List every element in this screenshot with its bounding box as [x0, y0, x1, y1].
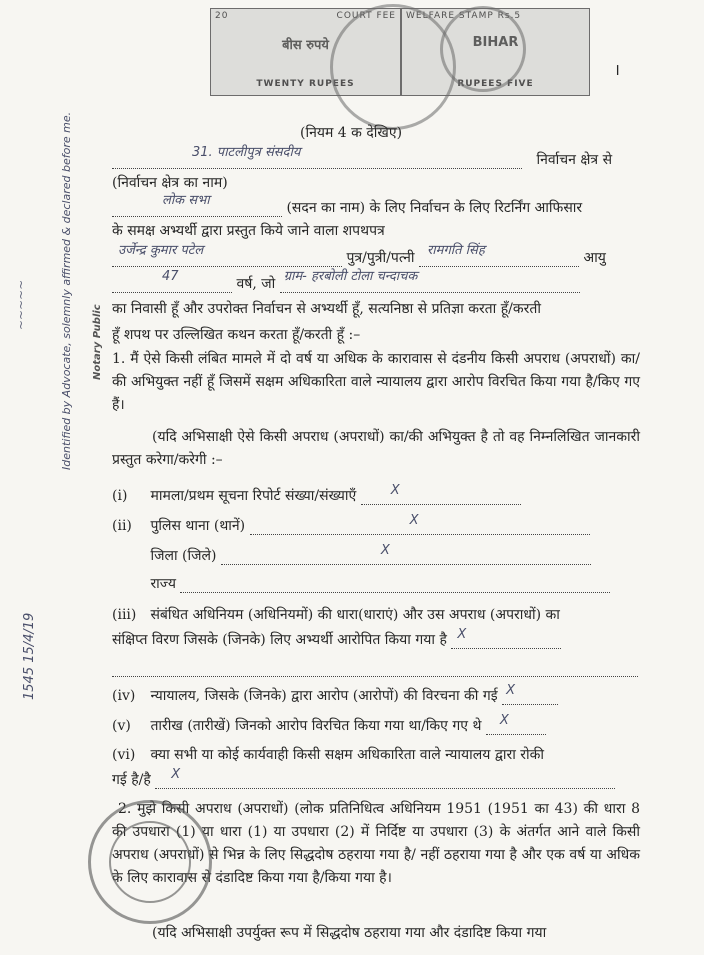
item-field [451, 627, 561, 649]
constituency-handwriting: 31. पाटलीपुत्र संसदीय [192, 145, 301, 160]
rule-reference: (नियम 4 क देखिए) [300, 125, 403, 141]
notary-seal [88, 800, 212, 924]
name-field [112, 243, 342, 267]
notary-seal-inner [109, 821, 191, 903]
item-label: संबंधित अधिनियम (अधिनियमों) की धारा(धाराएं) और उस अपराध (अपराधों) का [150, 607, 560, 623]
cross-mark: X [499, 713, 509, 728]
item-label: तारीख (तारीखें) जिनको आरोप विरचित किया गया था/किए गए थे [150, 718, 482, 734]
house-text: (सदन का नाम) के लिए निर्वाचन के लिए रिटर्निंग आफिसार [286, 200, 583, 216]
age-line [112, 269, 640, 293]
item-number: (iii) [112, 607, 137, 623]
relation-label: पुत्र/पुत्री/पत्नी [346, 250, 415, 266]
blank-line [112, 658, 638, 677]
stamp-english-text: RUPEES FIVE [457, 79, 534, 89]
constituency-name-label: (निर्वाचन क्षेत्र का नाम) [112, 175, 228, 191]
resident-statement: का निवासी हूँ और उपरोक्त निर्वाचन से अभ्यर्थी हूँ, सत्यनिष्ठा से प्रतिज्ञा करता हूँ/करती [112, 301, 541, 317]
item-stay [112, 746, 544, 764]
cross-mark: X [171, 767, 181, 782]
residence-label: वर्ष, जो [236, 276, 276, 292]
stamp-hindi-text: बीस रुपये [282, 38, 329, 53]
item-act-section [112, 606, 560, 624]
cross-mark: X [380, 543, 390, 558]
cross-mark: X [506, 683, 515, 698]
item-label: पुलिस थाना (थानें) [150, 518, 246, 534]
residence-handwriting: ग्राम- हरबोली टोला चन्दाचक [283, 269, 418, 284]
round-seal [330, 4, 456, 130]
item-stay-continued [112, 767, 615, 789]
margin-signature: ~~~~~ [14, 279, 28, 330]
oath-statement: हूँ शपथ पर उल्लिखित कथन करता हूँ/करती हूँ :– [112, 327, 361, 343]
item-field [155, 767, 615, 789]
statement-2-note: (यदि अभिसाक्षी उपर्युक्त रूप में सिद्धदोष ठहराया गया और दंडादिष्ट किया गया [152, 925, 547, 941]
stamp-value: 20 [215, 11, 229, 21]
small-seal [440, 6, 526, 92]
house-handwriting: लोक सभा [162, 193, 210, 208]
item-field [486, 713, 546, 735]
stamp-header: COURT FEE [336, 11, 396, 21]
item-field [361, 483, 521, 505]
item-number: (ii) [112, 518, 132, 534]
item-field [180, 574, 610, 593]
residence-field [280, 269, 580, 293]
item-field [502, 683, 558, 705]
affidavit-text: के समक्ष अभ्यर्थी द्वारा प्रस्तुत किये जाने वाला शपथपत्र [112, 223, 385, 239]
cross-mark: X [390, 483, 400, 498]
item-label: न्यायालय, जिसके (जिनके) द्वारा आरोप (आरोपों) की विरचना की गई [150, 688, 498, 704]
item-label: संक्षिप्त विरण जिसके (जिनके) लिए अभ्यर्थी आरोपित किया गया है [112, 632, 447, 648]
statement-2: 2. मुझे किसी अपराध (अपराधों) (लोक प्रतिनिधित्व अधिनियम 1951 (1951 का 43) की धारा 8 की उपधारा (1) या धारा (1) या उपधारा (2) में निर्दिष्ट या उपधारा (3) के अंतर्गत आने वाले किसी अपराध (अपराधों) से भिन्न के लिए सिद्धदोष ठहराया गया है/ नहीं ठहराया गया है और एक वर्ष या अधिक के लिए कारावास से दंडादिष्ट किया गया है/किया गया है। [112, 801, 640, 886]
house-field [112, 193, 282, 217]
father-handwriting: रामगति सिंह [426, 243, 485, 258]
house-line [112, 193, 640, 217]
father-field [419, 243, 579, 267]
item-field [250, 513, 590, 535]
item-field [221, 543, 591, 565]
item-label: मामला/प्रथम सूचना रिपोर्ट संख्या/संख्याएँ [150, 488, 357, 504]
item-label: जिला (जिले) [150, 548, 217, 564]
item-district [112, 543, 591, 565]
stamp-state-text: BIHAR [472, 35, 519, 50]
item-state [112, 574, 610, 593]
name-line [112, 243, 640, 267]
constituency-label: निर्वाचन क्षेत्र से [536, 152, 613, 168]
age-field [112, 269, 232, 293]
item-number: (i) [112, 488, 128, 504]
stamp-english-text: TWENTY RUPEES [256, 79, 355, 89]
cross-mark: X [457, 627, 467, 642]
blank-field [112, 658, 638, 677]
age-label: आयु [583, 250, 606, 266]
statement-1-note: (यदि अभिसाक्षी ऐसे किसी अपराध (अपराधों) का/की अभियुक्त है तो वह निम्नलिखित जानकारी प्रस्तुत करेगा/करेगी :– [112, 429, 640, 468]
item-court [112, 683, 558, 705]
item-number: (iv) [112, 688, 136, 704]
age-handwriting: 47 [162, 269, 179, 284]
item-label: गई है/है [112, 772, 151, 788]
item-label: राज्य [150, 576, 176, 592]
statement-1: 1. मैं ऐसे किसी लंबित मामले में दो वर्ष या अधिक के कारावास से दंडनीय किसी अपराध (अपराधों) का/की अभियुक्त नहीं हूँ जिसमें सक्षम अधिकारिता वाले न्यायालय द्वारा आरोप विरचित किया गया है/किए गए हैं। [112, 351, 640, 413]
margin-date-note: 1545 15/4/19 [22, 612, 37, 700]
item-label: क्या सभी या कोई कार्यवाही किसी सक्षम अधिकारिता वाले न्यायालय द्वारा रोकी [150, 747, 545, 763]
notary-stamp-text: Notary Public [92, 304, 103, 380]
name-handwriting: उर्जेन्द्र कुमार पटेल [118, 243, 204, 258]
item-number: (vi) [112, 747, 136, 763]
item-number: (v) [112, 718, 131, 734]
item-offence-summary [112, 627, 561, 649]
constituency-line [112, 145, 640, 169]
item-case-number [112, 483, 521, 505]
item-police-station [112, 513, 590, 535]
cross-mark: X [409, 513, 419, 528]
margin-mark: । [613, 60, 620, 79]
constituency-field [112, 145, 522, 169]
stamp-header: WELFARE STAMP Rs.5 [406, 11, 522, 21]
margin-affirmation-note: Identified by Advocate, solemnly affirmed & declared before me. [60, 111, 73, 470]
item-date [112, 713, 546, 735]
